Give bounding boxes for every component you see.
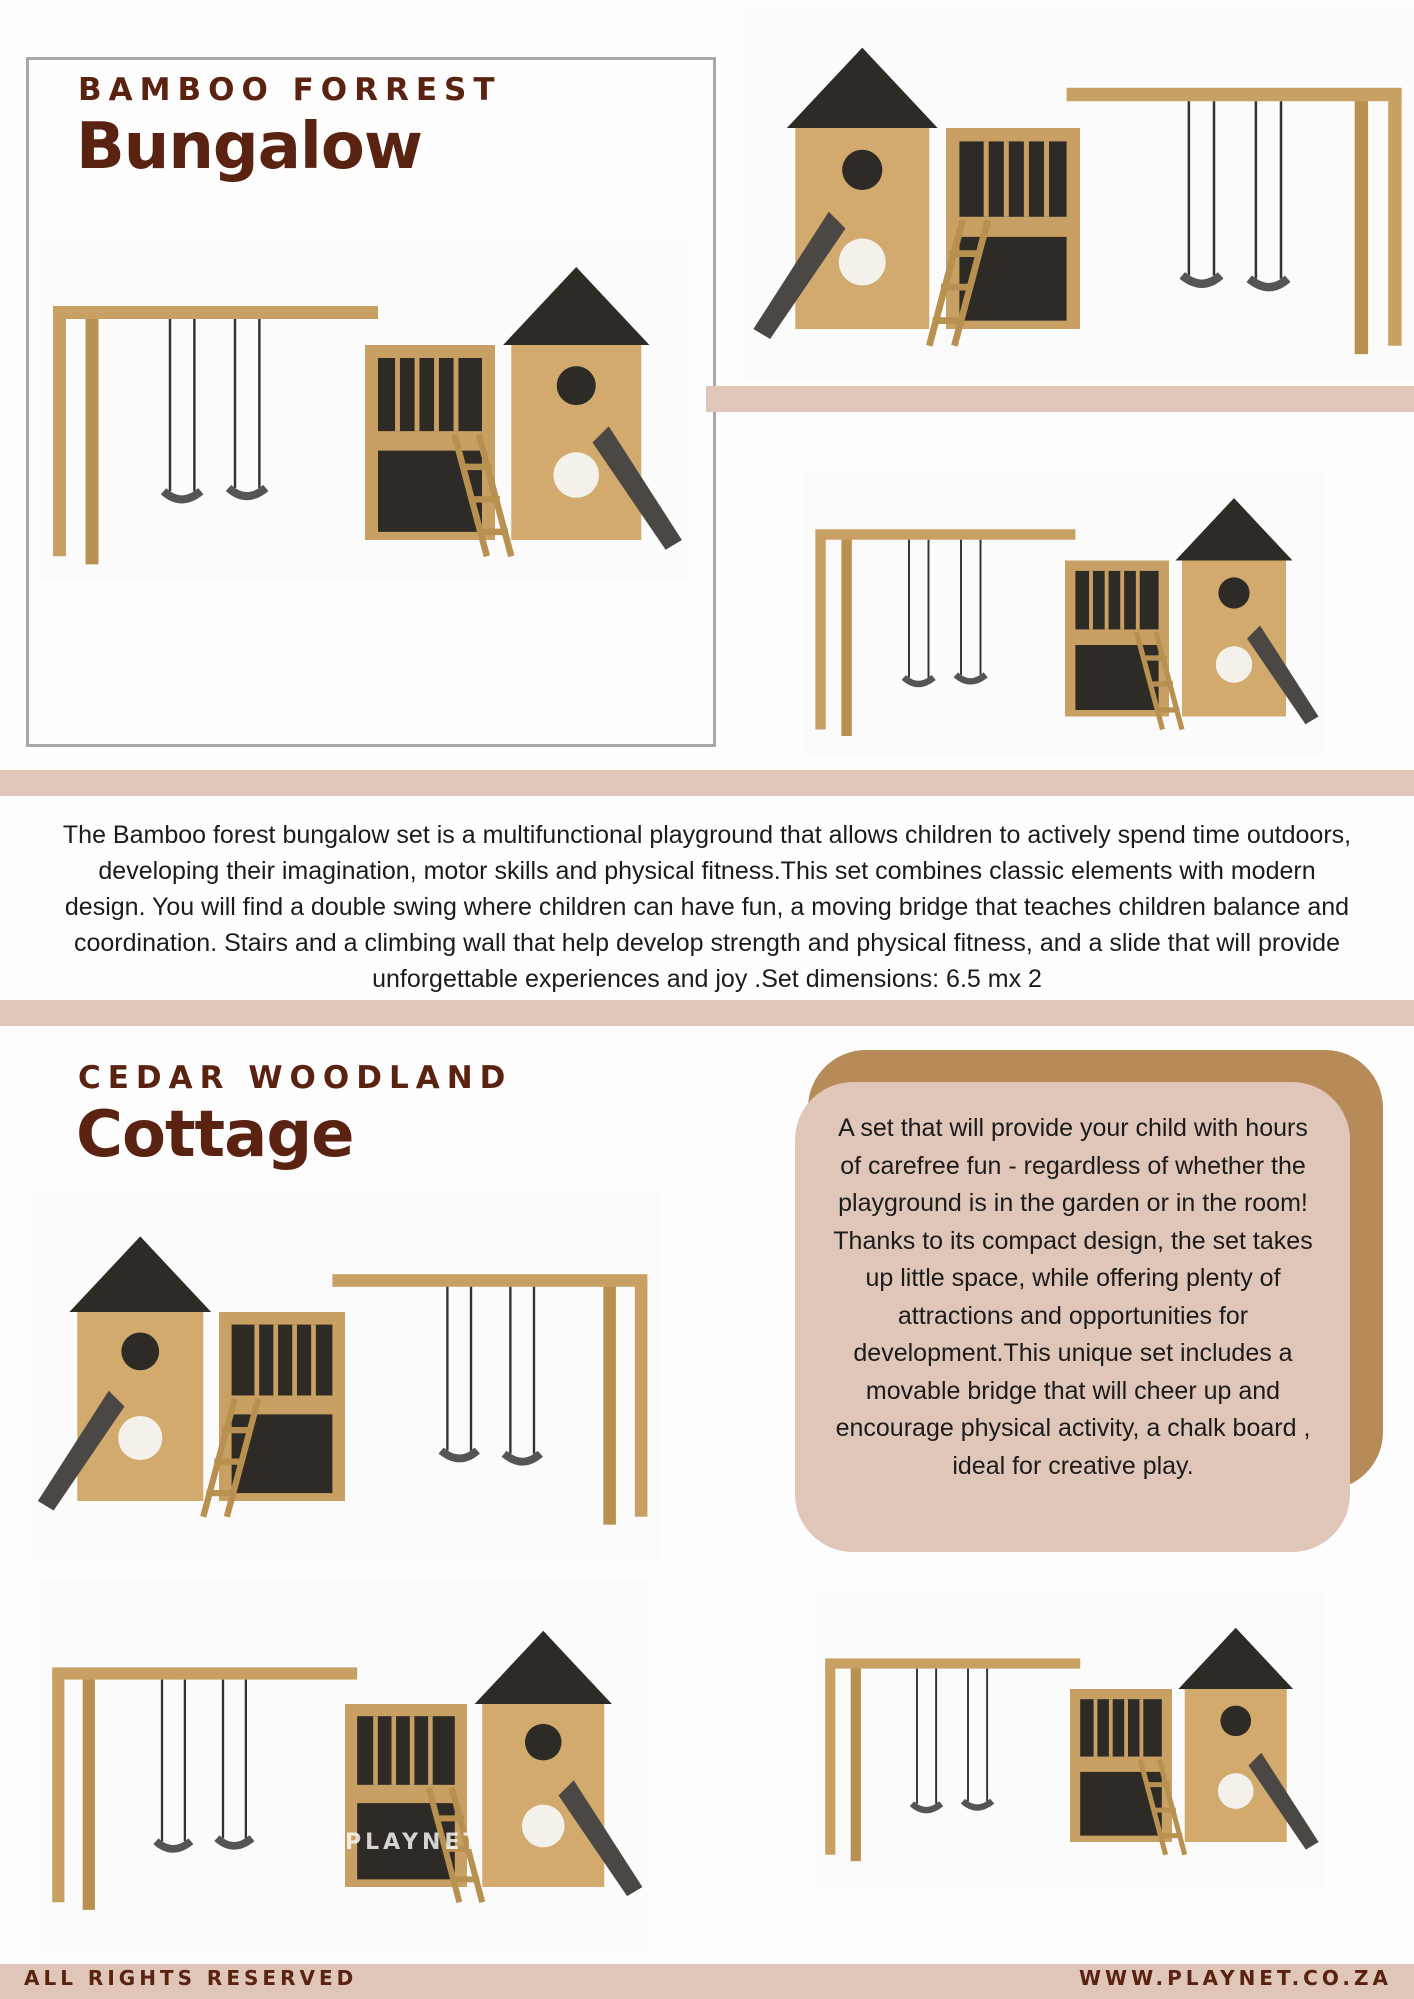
cottage-image-main: [30, 1190, 660, 1560]
bungalow-image-main: [40, 240, 690, 580]
watermark-text: PLAYNET: [345, 1830, 483, 1855]
product2-description: A set that will provide your child with hours of carefree fun - regardless of whether the playground is in the garden or in the room! Thanks to its compact design, the set takes up little space, while offering plenty of attractions and opportunities for development.This unique set includes a movable bridge that will cheer up and encourage physical activity, a chalk board , ideal for creative play.: [833, 1114, 1313, 1480]
divider-band: [706, 386, 1414, 412]
divider-band: [0, 770, 1414, 796]
product2-title: Cottage: [76, 1098, 354, 1172]
product1-title: Bungalow: [76, 110, 422, 184]
playset-illustration: [745, 10, 1414, 380]
product2-eyebrow: CEDAR WOODLAND: [78, 1060, 513, 1096]
footer-rights: ALL RIGHTS RESERVED: [24, 1966, 358, 1990]
bungalow-image-top-right: [745, 10, 1414, 380]
playset-illustration: [805, 470, 1325, 755]
divider-band: [0, 1000, 1414, 1026]
cottage-image-bottom-left: [40, 1580, 650, 1950]
footer-website-link[interactable]: WWW.PLAYNET.CO.ZA: [1078, 1966, 1392, 1990]
product1-eyebrow: BAMBOO FORREST: [78, 72, 502, 108]
bungalow-image-middle-right: [805, 470, 1325, 755]
playset-illustration: [40, 1580, 650, 1950]
playset-illustration: [40, 240, 690, 580]
playset-illustration: [30, 1190, 660, 1560]
playset-illustration: [815, 1590, 1325, 1890]
product1-description: The Bamboo forest bungalow set is a multifunctional playground that allows children to actively spend time outdoors, developing their imagination, motor skills and physical fitness.This set combines classic elements with modern design. You will find a double swing where children can have fun, a moving bridge that teaches children balance and coordination. Stairs and a climbing wall that help develop strength and physical fitness, and a slide that will provide unforgettable experiences and joy .Set dimensions: 6.5 mx 2: [62, 821, 1352, 993]
cottage-image-bottom-right: [815, 1590, 1325, 1890]
